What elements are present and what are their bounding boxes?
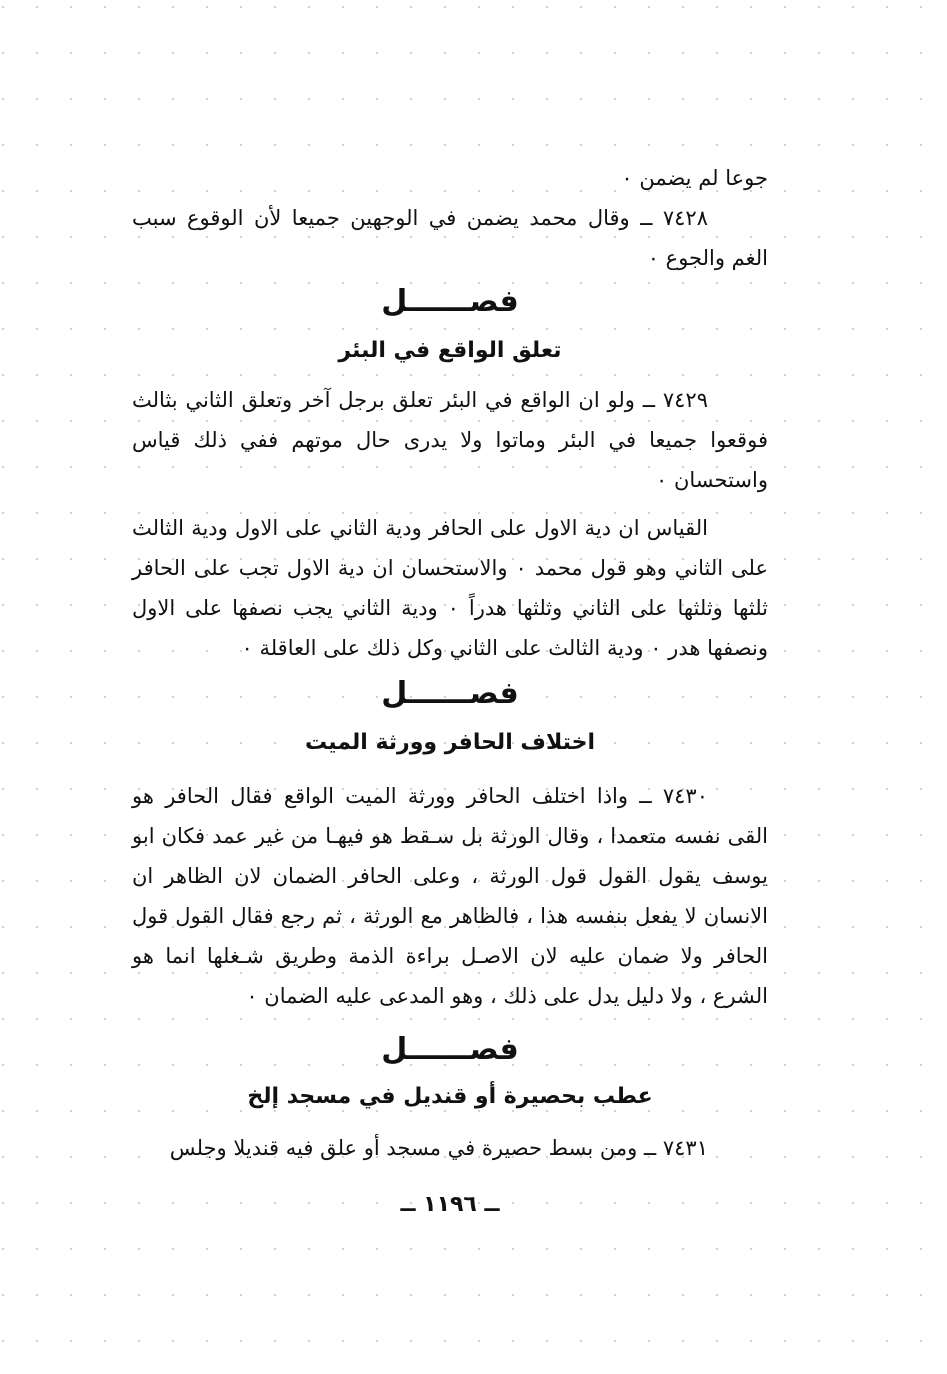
body-text-section-1 xyxy=(132,380,768,668)
section-divider-fasl-3: فصــــــل xyxy=(381,1032,519,1067)
section-heading-2: اختلاف الحافر وورثة الميت xyxy=(304,730,596,755)
section-heading-3: عطب بحصيرة أو قنديل في مسجد إلخ xyxy=(247,1084,653,1109)
paragraph-7431: ٧٤٣١ ــ ومن بسط حصيرة في مسجد أو علق فيه قنديلا وجلس xyxy=(169,1136,708,1160)
section-divider-fasl-2: فصــــــل xyxy=(381,676,519,711)
section-heading-1: تعلق الواقع في البئر xyxy=(338,338,562,363)
paragraph-7429: ٧٤٢٩ ــ ولو ان الواقع في البئر تعلق برجل آخر وتعلق الثاني بثالث فوقعوا جميعا في البئر وماتوا ولا يدرى حال موتهم ففي ذلك قياس واستحسان ٠ xyxy=(132,388,768,492)
paragraph-qiyas: القياس ان دية الاول على الحافر ودية الثاني على الاول ودية الثالث على الثاني وهو قول محمد ٠ والاستحسان ان دية الاول تجب على الحافر ثلثها وثلثها على الثاني وثلثها هدراً ٠ ودية الثاني يجب نصفها على الاول ونصفها هدر ٠ ودية الثالث على الثاني وكل ذلك على العاقلة ٠ xyxy=(132,516,769,660)
paragraph-7430: ٧٤٣٠ ــ واذا اختلف الحافر وورثة الميت الواقع فقال الحافر هو القى نفسه متعمدا ، وقال الورثة بل سـقط هو فيهـا من غير عمد فكان ابو يوسف يقول القول قول الورثة ، وعلى الحافر الضمان لان الظاهر ان الانسان لا يفعل بنفسه هذا ، فالظاهر مع الورثة ، ثم رجع فقال القول قول الحافر ولا ضمان عليه لان الاصـل براءة الذمة وطريق شـغلها انما هو الشرع ، ولا دليل يدل على ذلك ، وهو المدعى عليه الضمان ٠ xyxy=(132,784,768,1008)
body-text-section-3 xyxy=(132,1128,768,1168)
paragraph-continuation: جوعا لم يضمن ٠ xyxy=(621,166,768,190)
body-text-top xyxy=(132,158,768,278)
section-divider-fasl-1: فصــــــل xyxy=(381,284,519,319)
page-number: ــ ١١٩٦ ــ xyxy=(400,1192,500,1217)
paragraph-7428: ٧٤٢٨ ــ وقال محمد يضمن في الوجهين جميعا لأن الوقوع سبب الغم والجوع ٠ xyxy=(132,206,768,270)
body-text-section-2 xyxy=(132,776,768,1016)
